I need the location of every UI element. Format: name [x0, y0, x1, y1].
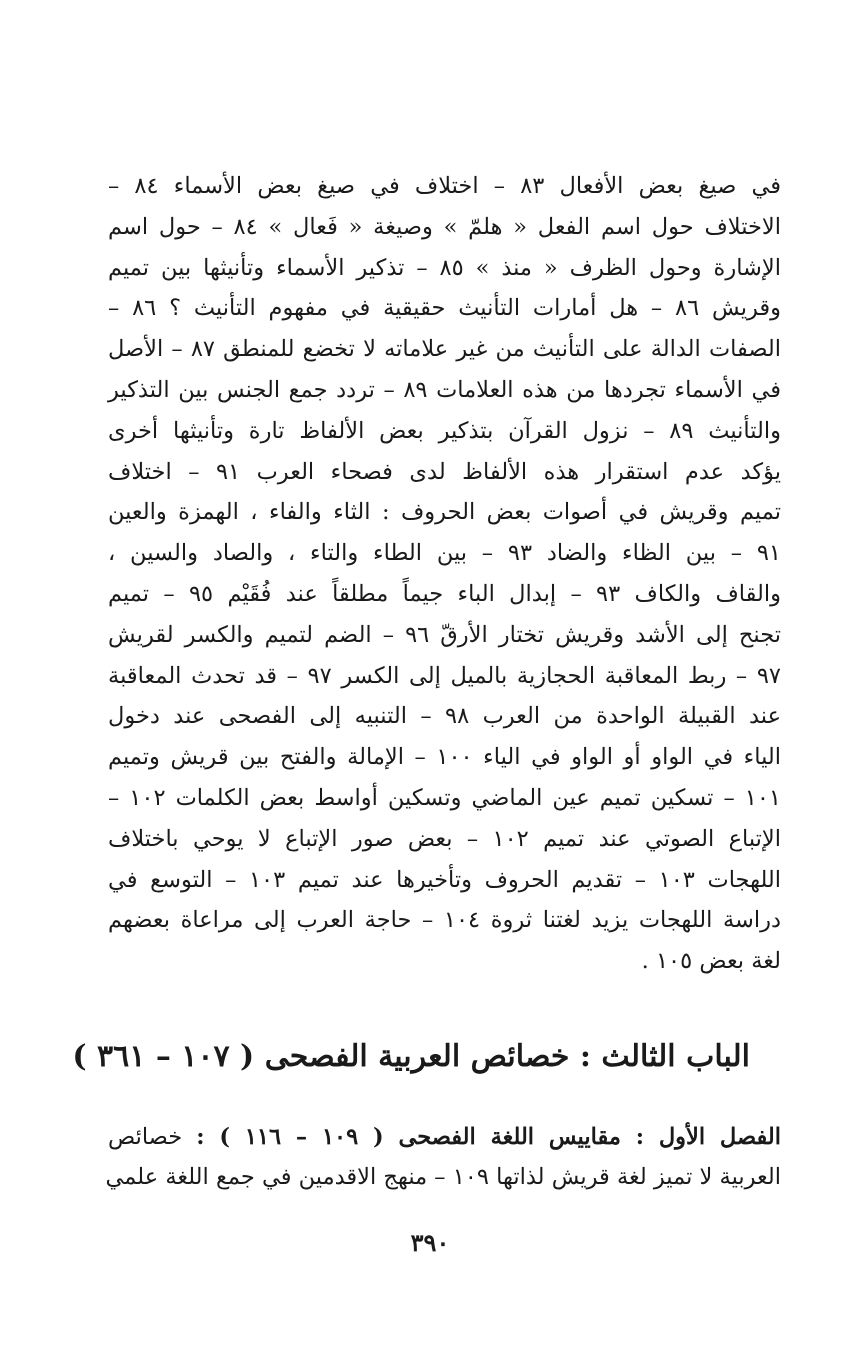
section-line: العربية لا تميز لغة قريش لذاتها ١٠٩ – منهج الاقدمين في جمع اللغة علمي: [105, 1164, 781, 1190]
body-line: الإتباع الصوتي عند تميم ١٠٢ – بعض صور الإتباع لا يوحي باختلاف: [108, 825, 782, 852]
body-line: الإشارة وحول الظرف « منذ » ٨٥ – تذكير الأسماء وتأنيثها بين تميم: [108, 254, 781, 281]
body-line: والقاف والكاف ٩٣ – إبدال الباء جيماً مطلقاً عند فُقَيْم ٩٥ – تميم: [108, 580, 782, 607]
body-line: تميم وقريش في أصوات بعض الحروف : الثاء والفاء ، الهمزة والعين: [108, 499, 781, 526]
body-line: الياء في الواو أو الواو في الياء ١٠٠ – الإمالة والفتح بين قريش وتميم: [108, 744, 782, 771]
body-line: لغة بعض ١٠٥ .: [641, 948, 781, 975]
body-line: ٩١ – بين الظاء والضاد ٩٣ – بين الطاء والتاء ، والصاد والسين ،: [108, 540, 781, 567]
section-entry: [105, 1117, 781, 1197]
body-line: وقريش ٨٦ – هل أمارات التأنيث حقيقية في مفهوم التأنيث ؟ ٨٦ –: [108, 295, 781, 322]
body-line: ١٠١ – تسكين تميم عين الماضي وتسكين أواسط بعض الكلمات ١٠٢ –: [108, 784, 782, 811]
section-line: [108, 1117, 781, 1157]
body-line: دراسة اللهجات يزيد لغتنا ثروة ١٠٤ – حاجة العرب إلى مراعاة بعضهم: [108, 907, 781, 934]
body-line: اللهجات ١٠٣ – تقديم الحروف وتأخيرها عند تميم ١٠٣ – التوسع في: [108, 866, 781, 893]
body-line: ٩٧ – ربط المعاقبة الحجازية بالميل إلى الكسر ٩٧ – قد تحدث المعاقبة: [108, 662, 781, 689]
body-line: تجنح إلى الأشد وقريش تختار الأرقّ ٩٦ – الضم لتميم والكسر لقريش: [108, 621, 781, 648]
section-title: الفصل الأول : مقاييس اللغة الفصحى ( ١٠٩ – ١١٦ ) :: [196, 1124, 781, 1150]
chapter-heading: الباب الثالث : خصائص العربية الفصحى ( ١٠٧ – ٣٦١ ): [72, 1039, 750, 1074]
body-line: الاختلاف حول اسم الفعل « هلمّ » وصيغة « فَعال » ٨٤ – حول اسم: [108, 213, 781, 240]
page-number: ٣٩٠: [410, 1228, 450, 1257]
body-line: والتأنيث ٨٩ – نزول القرآن بتذكير بعض الألفاظ تارة وتأنيثها أخرى: [108, 417, 781, 444]
body-line: يؤكد عدم استقرار هذه الألفاظ لدى فصحاء العرب ٩١ – اختلاف: [108, 458, 781, 485]
body-line: في صيغ بعض الأفعال ٨٣ – اختلاف في صيغ بعض الأسماء ٨٤ –: [108, 173, 781, 199]
body-line: عند القبيلة الواحدة من العرب ٩٨ – التنبيه إلى الفصحى عند دخول: [108, 703, 781, 730]
body-line: في الأسماء تجردها من هذه العلامات ٨٩ – تردد جمع الجنس بين التذكير: [108, 376, 781, 403]
section-line-rest: خصائص: [108, 1124, 197, 1150]
index-body-text: [108, 166, 781, 982]
body-line: الصفات الدالة على التأنيث من غير علاماته لا تخضع للمنطق ٨٧ – الأصل: [108, 336, 781, 363]
